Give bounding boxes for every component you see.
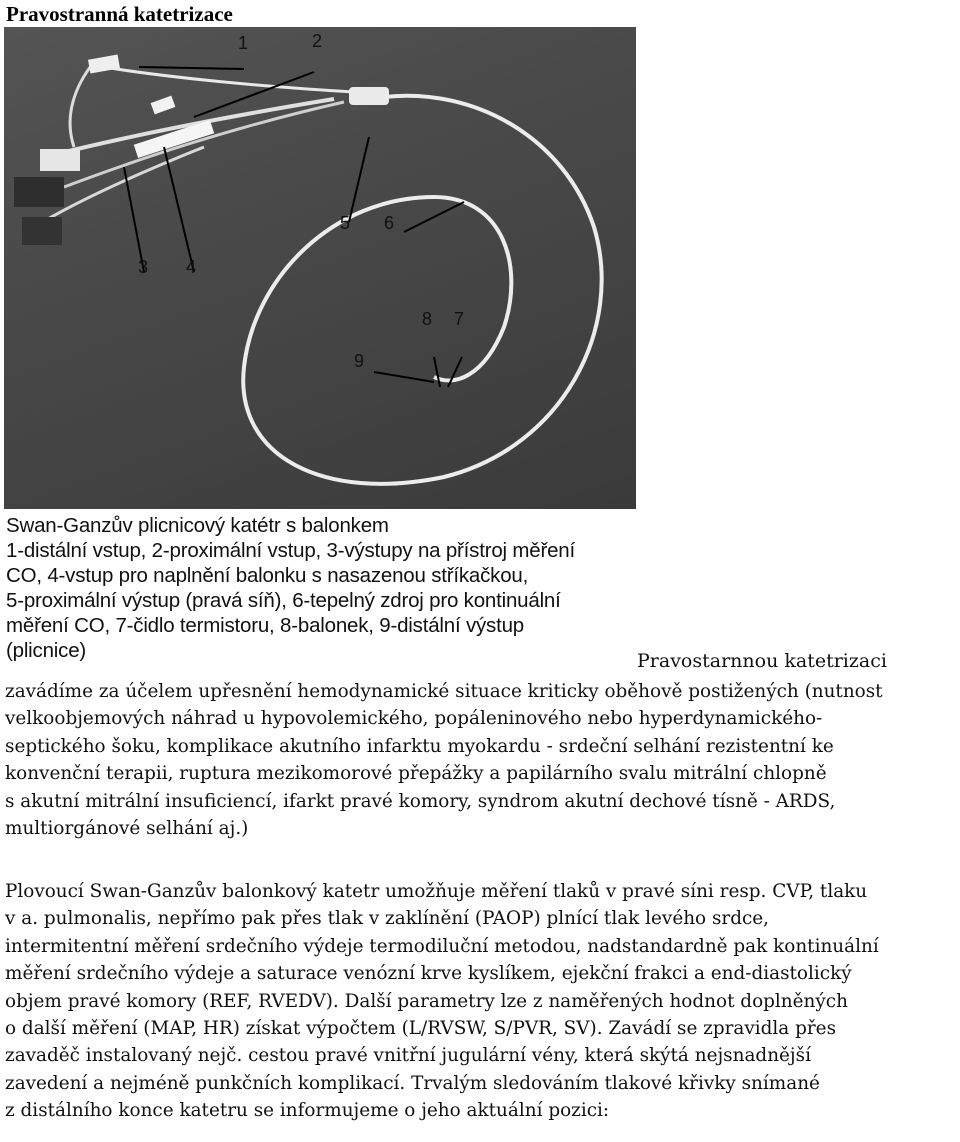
text-line: septického šoku, komplikace akutního infarktu myokardu - srdeční selhání rezistentní ke [5,735,834,757]
caption-line: (plicnice) [6,639,87,662]
text-line: zavádíme za účelem upřesnění hemodynamické situace kriticky oběhově postižených (nutnost [5,681,883,702]
text-line: z distálního konce katetru se informujeme o jeho aktuální pozici: [5,1100,610,1122]
text-line: měření srdečního výdeje a saturace venózní krve kyslíkem, ejekční frakci a end-diastolický [5,963,852,985]
callout-6: 6 [384,213,395,233]
catheter-figure [4,27,636,667]
paragraph-indications [5,678,957,842]
page-title: Pravostranná katetrizace [6,2,233,26]
text-line: intermitentní měření srdečního výdeje termodiluční metodou, nadstandardně pak kontinuální [5,935,879,957]
text-line: objem pravé komory (REF, RVEDV). Další parametry lze z naměřených hodnot doplněných [5,990,848,1012]
catheter-illustration [4,27,636,509]
callout-2: 2 [312,31,323,51]
catheter-photo [4,27,636,509]
text-line: multiorgánové selhání aj.) [5,818,249,840]
text-line: o další měření (MAP, HR) získat výpočtem (L/RVSW, S/PVR, SV). Zavádí se zpravidla přes [5,1018,837,1040]
callout-3: 3 [138,257,149,277]
callout-4: 4 [186,257,197,277]
callout-1: 1 [238,33,249,53]
caption-line: Swan-Ganzův plicnicový katétr s balonkem [6,514,389,537]
callout-7: 7 [454,309,465,329]
callout-8: 8 [422,309,433,329]
text-line: v a. pulmonalis, nepřímo pak přes tlak v zaklínění (PAOP) plnící tlak levého srdce, [5,908,769,930]
text-line: zavedení a nejméně punkčních komplikací. Trvalým sledováním tlakové křivky snímané [5,1072,820,1094]
text-line: zavaděč instalovaný nejč. cestou pravé vnitřní jugulární vény, která skýtá nejsnadnější [5,1045,811,1067]
callout-5: 5 [340,213,351,233]
caption-line: CO, 4-vstup pro naplnění balonku s nasazenou stříkačkou, [6,564,529,587]
caption-line: měření CO, 7-čidlo termistoru, 8-balonek, 9-distální výstup [6,614,524,637]
text-line: s akutní mitrální insuficiencí, ifarkt pravé komory, syndrom akutní dechové tísně - ARDS, [5,790,836,812]
caption-line: 5-proximální výstup (pravá síň), 6-tepelný zdroj pro kontinuální [6,589,561,612]
text-line: velkoobjemových náhrad u hypovolemického, popáleninového nebo hyperdynamického- [5,708,823,730]
caption-line: 1-distální vstup, 2-proximální vstup, 3-výstupy na přístroj měření [6,539,576,562]
text-line: konvenční terapii, ruptura mezikomorové přepážky a papilárního svalu mitrální chlopně [5,763,827,785]
text-line: Plovoucí Swan-Ganzův balonkový katetr umožňuje měření tlaků v pravé síni resp. CVP, tlaku [5,881,868,902]
callout-9: 9 [354,351,365,371]
paragraph-catheter-description [5,878,957,1125]
figure-caption [6,513,634,663]
paragraph-lead: Pravostarnnou katetrizaci [637,650,887,672]
